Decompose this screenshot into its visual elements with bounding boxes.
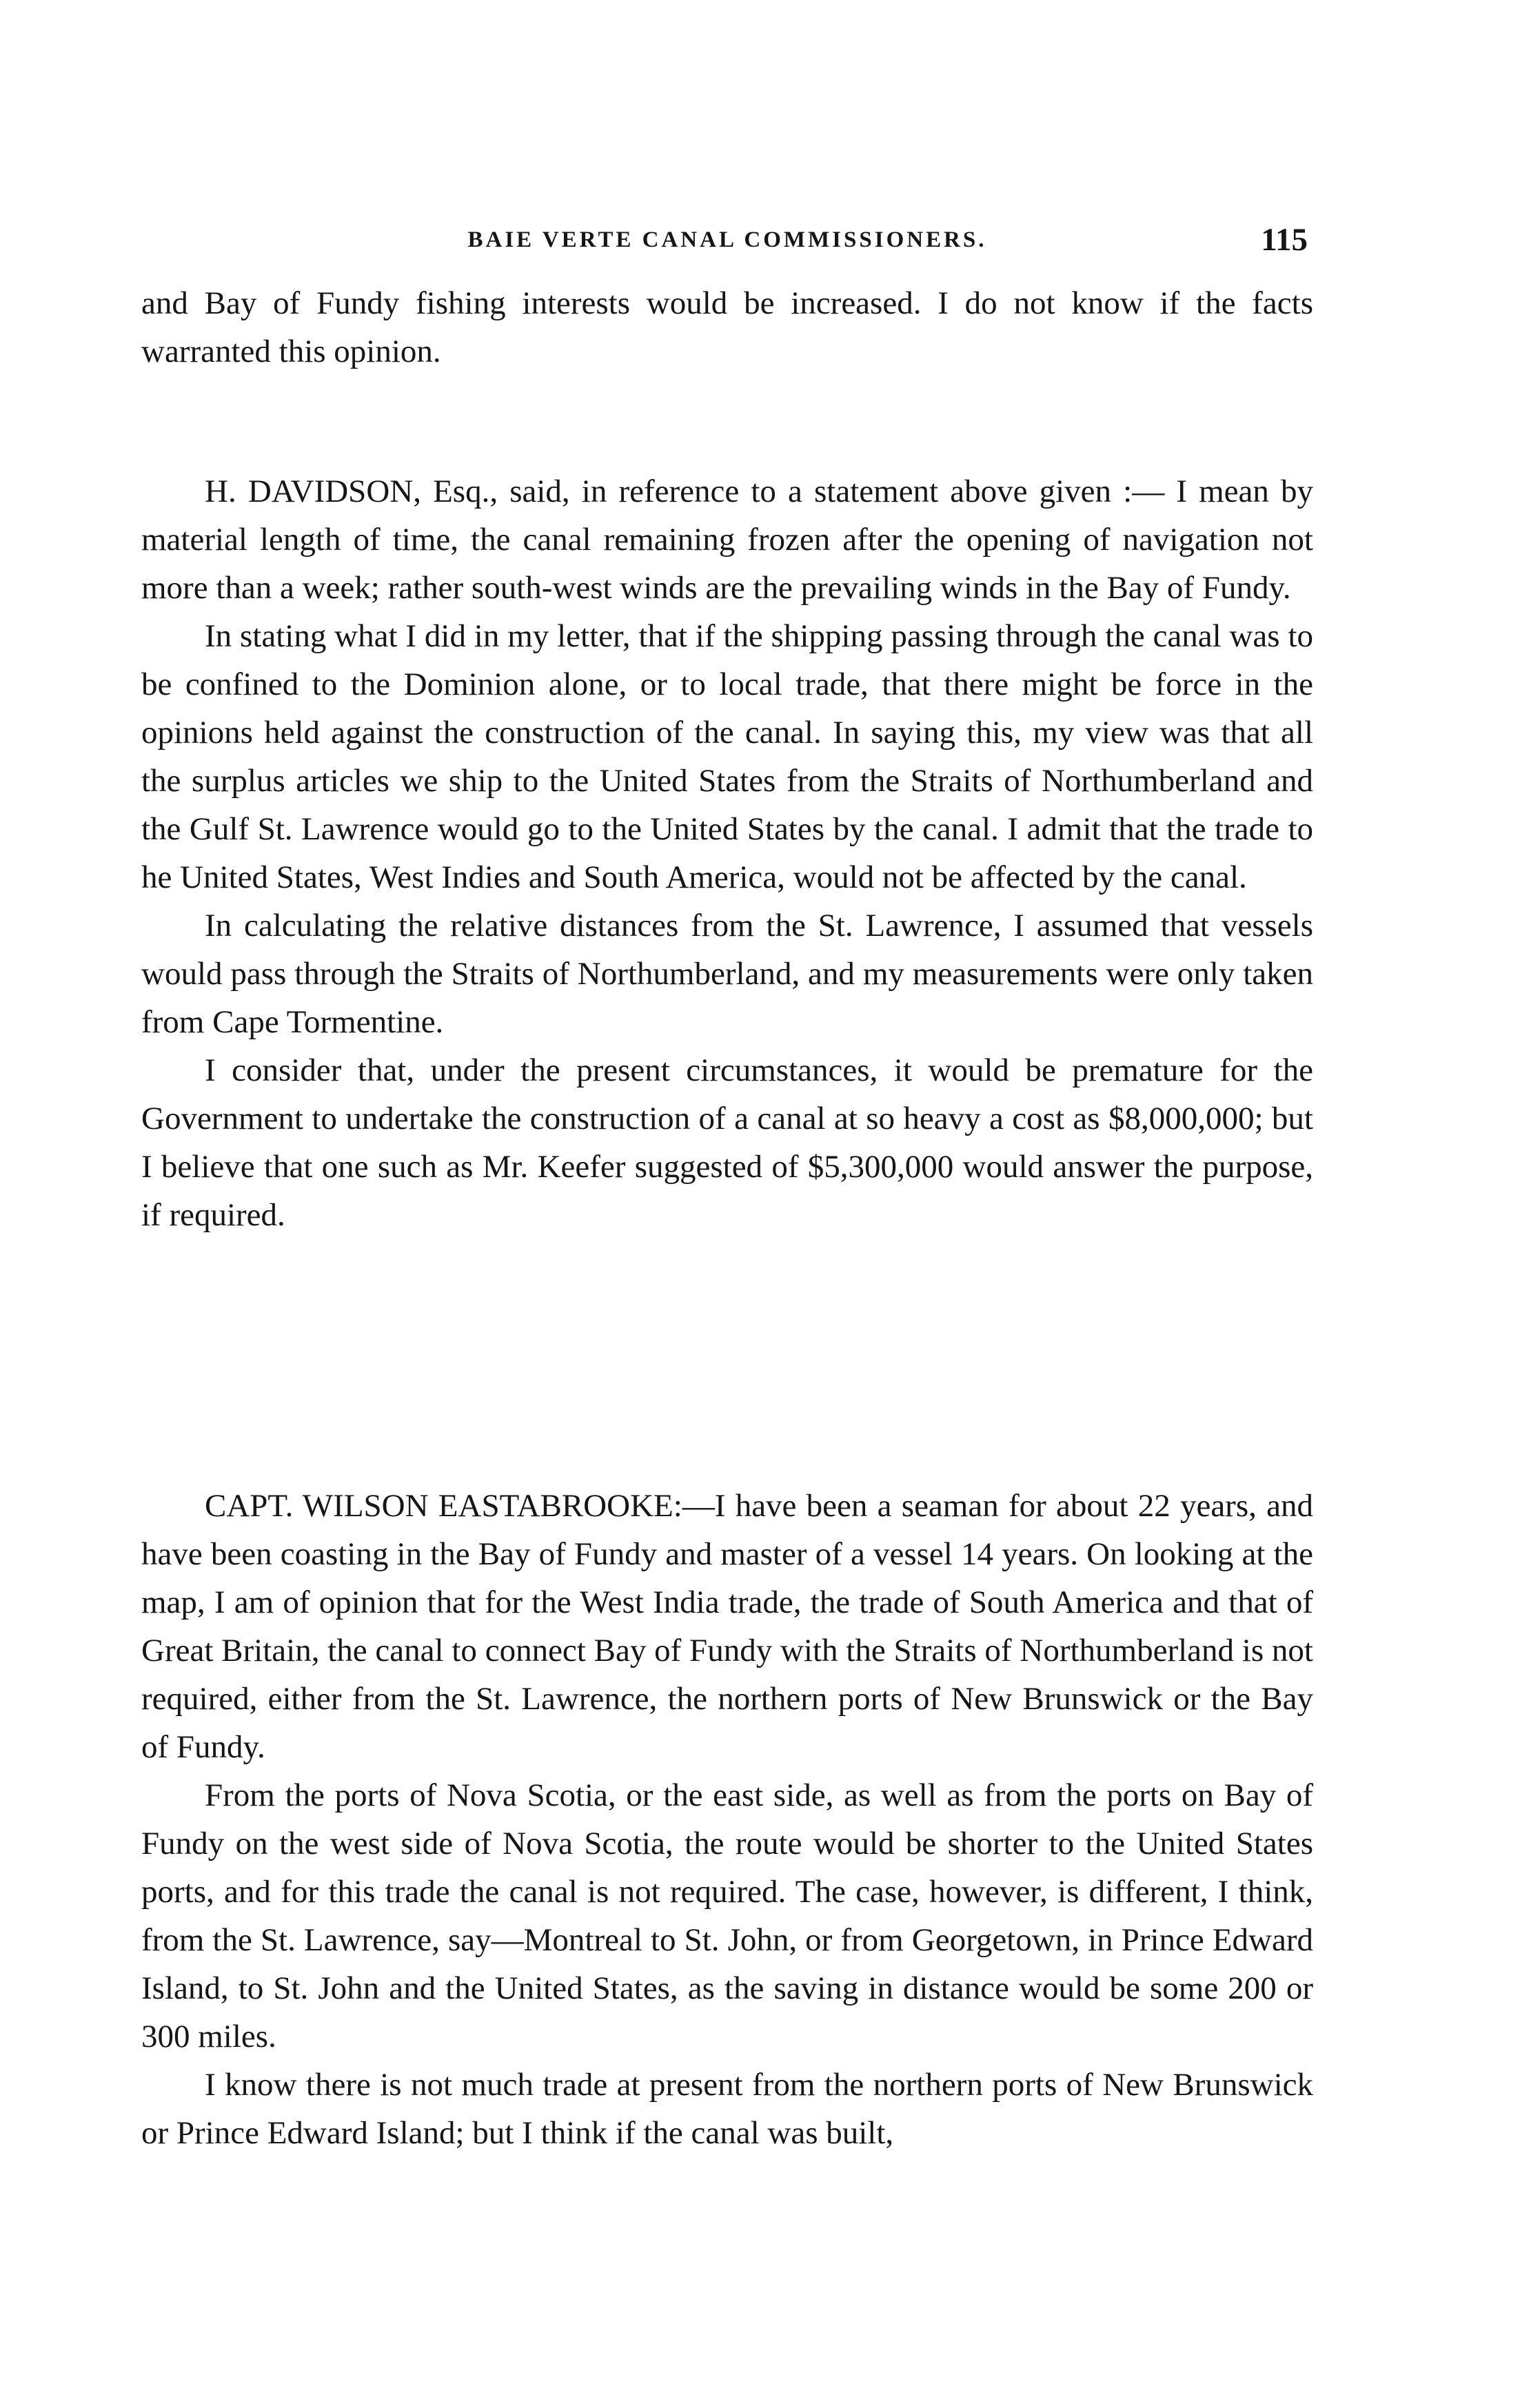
continuation-paragraph: and Bay of Fundy fishing interests would be increased. I do not know if the facts warranted this opinion. xyxy=(141,285,1313,369)
davidson-intro-paragraph xyxy=(141,467,1313,612)
eastabrooke-testimony xyxy=(141,1482,1313,2157)
eastabrooke-intro-text: :—I have been a seaman for about 22 years, and have been coasting in the Bay of Fundy and master of a vessel 14 years. On looking at the map, I am of opinion that for the West India trade, the trade of South America and that of Great Britain, the canal to connect Bay of Fundy with the Straits of Northumberland is not required, either from the St. Lawrence, the northern ports of New Brunswick or the Bay of Fundy. xyxy=(141,1488,1313,1765)
eastabrooke-paragraph: From the ports of Nova Scotia, or the east side, as well as from the ports on Bay of Fundy on the west side of Nova Scotia, the route would be shorter to the United States ports, and for this trade the canal is not required. The case, however, is different, I think, from the St. Lawrence, say—Montreal to St. John, or from Georgetown, in Prince Edward Island, to St. John and the United States, as the saving in distance would be some 200 or 300 miles. xyxy=(141,1777,1313,2054)
eastabrooke-intro-paragraph xyxy=(141,1482,1313,1771)
davidson-testimony xyxy=(141,467,1313,1239)
continuation-section xyxy=(141,279,1313,376)
running-header xyxy=(141,219,1313,261)
eastabrooke-speaker-name: CAPT. WILSON EASTABROOKE xyxy=(205,1488,673,1524)
davidson-intro-text: , Esq., said, in reference to a statement above given :— I mean by material length of time, the canal remaining frozen after the opening of navigation not more than a week; rather south-west winds are the prevailing winds in the Bay of Fundy. xyxy=(141,473,1313,606)
davidson-paragraph: In stating what I did in my letter, that if the shipping passing through the canal was to be confined to the Dominion alone, or to local trade, that there might be force in the opinions held against the construction of the canal. In saying this, my view was that all the surplus articles we ship to the United States from the Straits of Northumberland and the Gulf St. Lawrence would go to the United States by the canal. I admit that the trade to he United States, West Indies and South America, would not be affected by the canal. xyxy=(141,618,1313,895)
running-title: BAIE VERTE CANAL COMMISSIONERS. xyxy=(467,227,987,252)
davidson-speaker-name: H. DAVIDSON xyxy=(205,473,414,509)
davidson-paragraph: In calculating the relative distances from the St. Lawrence, I assumed that vessels would pass through the Straits of Northumberland, and my measurements were only taken from Cape Tormentine. xyxy=(141,908,1313,1040)
davidson-paragraph: I consider that, under the present circumstances, it would be premature for the Government to undertake the construction of a canal at so heavy a cost as $8,000,000; but I believe that one such as Mr. Keefer suggested of $5,300,000 would answer the purpose, if required. xyxy=(141,1052,1313,1233)
page-number: 115 xyxy=(1261,222,1308,258)
eastabrooke-paragraph: I know there is not much trade at present from the northern ports of New Brunswick or Prince Edward Island; but I think if the canal was built, xyxy=(141,2067,1313,2151)
